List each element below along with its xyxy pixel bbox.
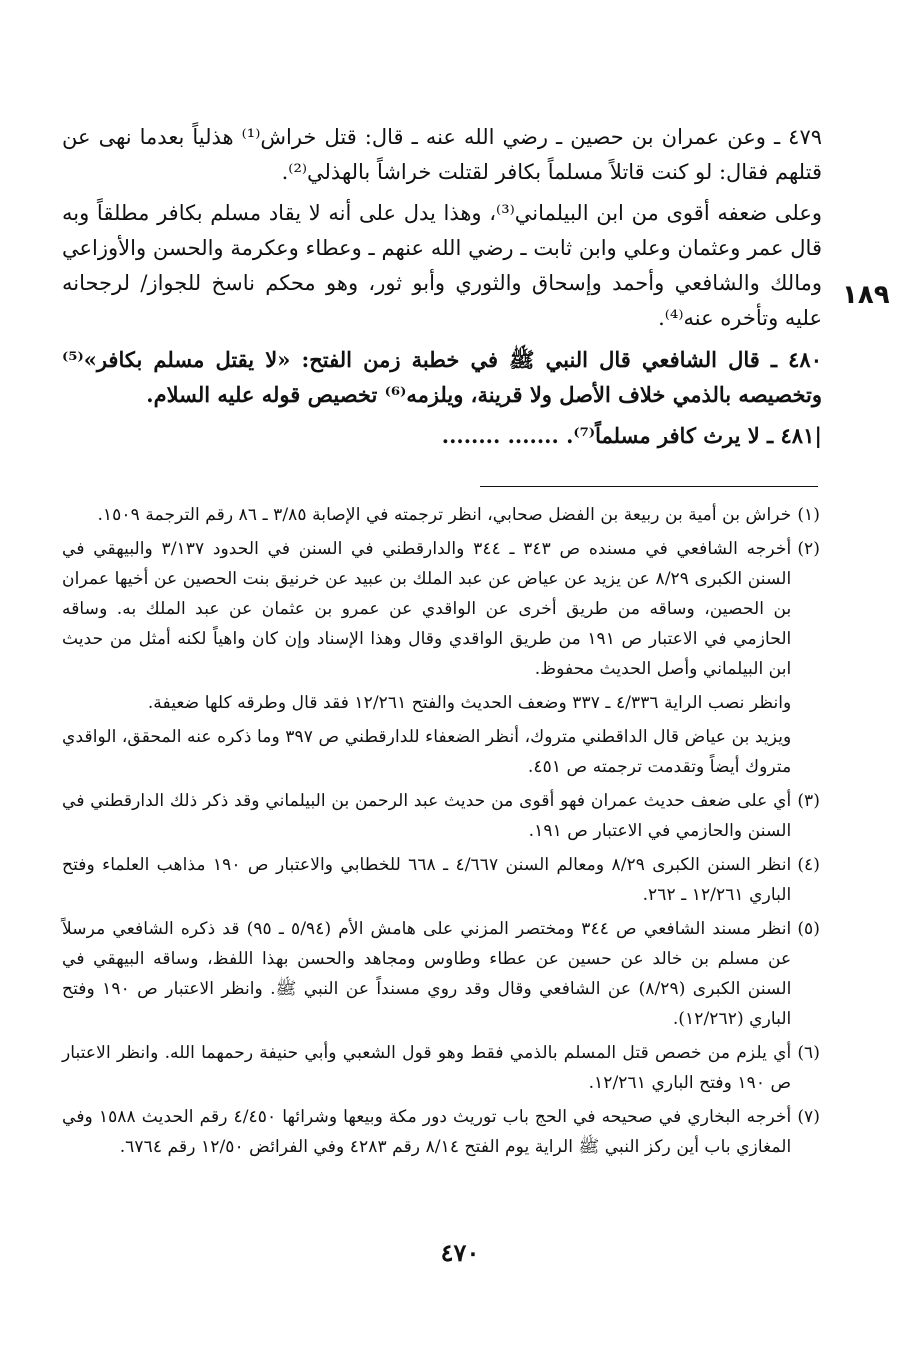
paragraph-479: ٤٧٩ ـ وعن عمران بن حصين ـ رضي الله عنه ـ قال: قتل خراش⁽¹⁾ هذلياً بعدما نهى عن قتلهم فقال: لو كنت قاتلاً مسلماً بكافر لقتلت خراشاً بالهذلي⁽²⁾.: [62, 125, 823, 184]
footnote-6: [62, 1038, 820, 1098]
footnote-text: أخرجه الشافعي في مسنده ص ٣٤٣ ـ ٣٤٤ والدارقطني في السنن في الحدود ٣/١٣٧ والبيهقي في السنن الكبرى ٨/٢٩ عن يزيد عن عياض عن عبد الملك بن عبيد عن خرنيق بنت الحصين عن أخيها عمران بن الحصين، وساقه من طريق أخرى عن الواقدي عن عمرو بن عثمان عن عبد الملك به. وساقه الحازمي في الاعتبار ص ١٩١ من طريق الواقدي وقال وهذا الإسناد وإن كان واهياً لكنه أمثل من حديث ابن البيلماني وأصل الحديث محفوظ.: [62, 539, 792, 679]
footnote-text: أخرجه البخاري في صحيحه في الحج باب توريث دور مكة وبيعها وشرائها ٤/٤٥٠ رقم الحديث ١٥٨٨ وفي المغازي باب أين ركز النبي ﷺ الراية يوم الفتح ٨/١٤ رقم ٤٢٨٣ وفي الفرائض ١٢/٥٠ رقم ٦٧٦٤.: [62, 1107, 792, 1157]
footnote-number: (٥): [797, 919, 820, 939]
footnote-4: [62, 850, 820, 910]
footnote-7: [62, 1102, 820, 1162]
footnote-5: [62, 914, 820, 1034]
footnote-number: (٣): [797, 791, 820, 811]
footnote-3: [62, 786, 820, 846]
paragraph-commentary: وعلى ضعفه أقوى من ابن البيلماني⁽³⁾، وهذا يدل على أنه لا يقاد مسلم بكافر مطلقاً وبه قال عمر وعثمان وعلي وابن ثابت ـ رضي الله عنهم ـ وعطاء وعكرمة والحسن والأوزاعي ومالك والشافعي وأحمد وإسحاق والثوري وأبو ثور، وهو محكم ناسخ للجواز/ لرجحانه عليه وتأخره عنه⁽⁴⁾.: [62, 201, 822, 330]
paragraph-480: ٤٨٠ ـ قال الشافعي قال النبي ﷺ في خطبة زمن الفتح: «لا يقتل مسلم بكافر»⁽⁵⁾ وتخصيصه بالذمي خلاف الأصل ولا قرينة، ويلزمه⁽⁶⁾ تخصيص قوله عليه السلام.: [62, 347, 822, 407]
footnote-text: أي على ضعف حديث عمران فهو أقوى من حديث عبد الرحمن بن البيلماني وقد ذكر ذلك الدارقطني في السنن والحازمي في الاعتبار ص ١٩١.: [62, 791, 792, 841]
footnote-number: (٢): [797, 539, 820, 559]
paragraph-481: [62, 418, 822, 453]
footnote-2: [62, 534, 820, 782]
paragraph-481-text: |٤٨١ ـ لا يرث كافر مسلماً⁽⁷⁾.: [566, 423, 822, 448]
ellipsis-dots: ....... ........: [441, 423, 559, 448]
footnote-text: انظر مسند الشافعي ص ٣٤٤ ومختصر المزني على هامش الأم (٥/٩٤ ـ ٩٥) قد ذكره الشافعي مرسلاً عن مسلم بن خالد عن حسين عن عطاء وطاوس ومجاهد والحسن بهذا اللفظ، وساقه البيهقي في السنن الكبرى (٨/٢٩) عن الشافعي وقال وقد روي مسنداً عن النبي ﷺ. وانظر الاعتبار ص ١٩٠ وفتح الباري (١٢/٢٦٢).: [62, 919, 792, 1029]
footnote-1: [62, 500, 820, 530]
page-number: ٤٧٠: [440, 1238, 480, 1267]
footnote-number: (٧): [797, 1107, 820, 1127]
footnote-text: انظر السنن الكبرى ٨/٢٩ ومعالم السنن ٤/٦٦٧ ـ ٦٦٨ للخطابي والاعتبار ص ١٩٠ مذاهب العلماء وفتح الباري ١٢/٢٦١ ـ ٢٦٢.: [62, 855, 792, 905]
footnote-subparagraph: ويزيد بن عياض قال الداقطني متروك، أنظر الضعفاء للدارقطني ص ٣٩٧ وما ذكره عنه المحقق، الواقدي متروك أيضاً وتقدمت ترجمته ص ٤٥١.: [62, 727, 792, 777]
footnote-text: خراش بن أمية بن ربيعة بن الفضل صحابي، انظر ترجمته في الإصابة ٣/٨٥ ـ ٨٦ رقم الترجمة ١٥٠٩.: [97, 505, 792, 525]
margin-manuscript-number: ١٨٩: [842, 280, 890, 310]
footnote-subparagraph: وانظر نصب الراية ٤/٣٣٦ ـ ٣٣٧ وضعف الحديث والفتح ١٢/٢٦١ فقد قال وطرقه كلها ضعيفة.: [147, 693, 792, 713]
footnote-number: (١): [797, 505, 820, 525]
footnote-number: (٤): [797, 855, 820, 875]
footnote-divider: [480, 486, 818, 487]
footnotes: [62, 500, 820, 1166]
main-text: [62, 120, 822, 459]
footnote-text: أي يلزم من خصص قتل المسلم بالذمي فقط وهو قول الشعبي وأبي حنيفة رحمهما الله. وانظر الاعتبار ص ١٩٠ وفتح الباري ١٢/٢٦١.: [62, 1043, 792, 1093]
footnote-number: (٦): [797, 1043, 820, 1063]
